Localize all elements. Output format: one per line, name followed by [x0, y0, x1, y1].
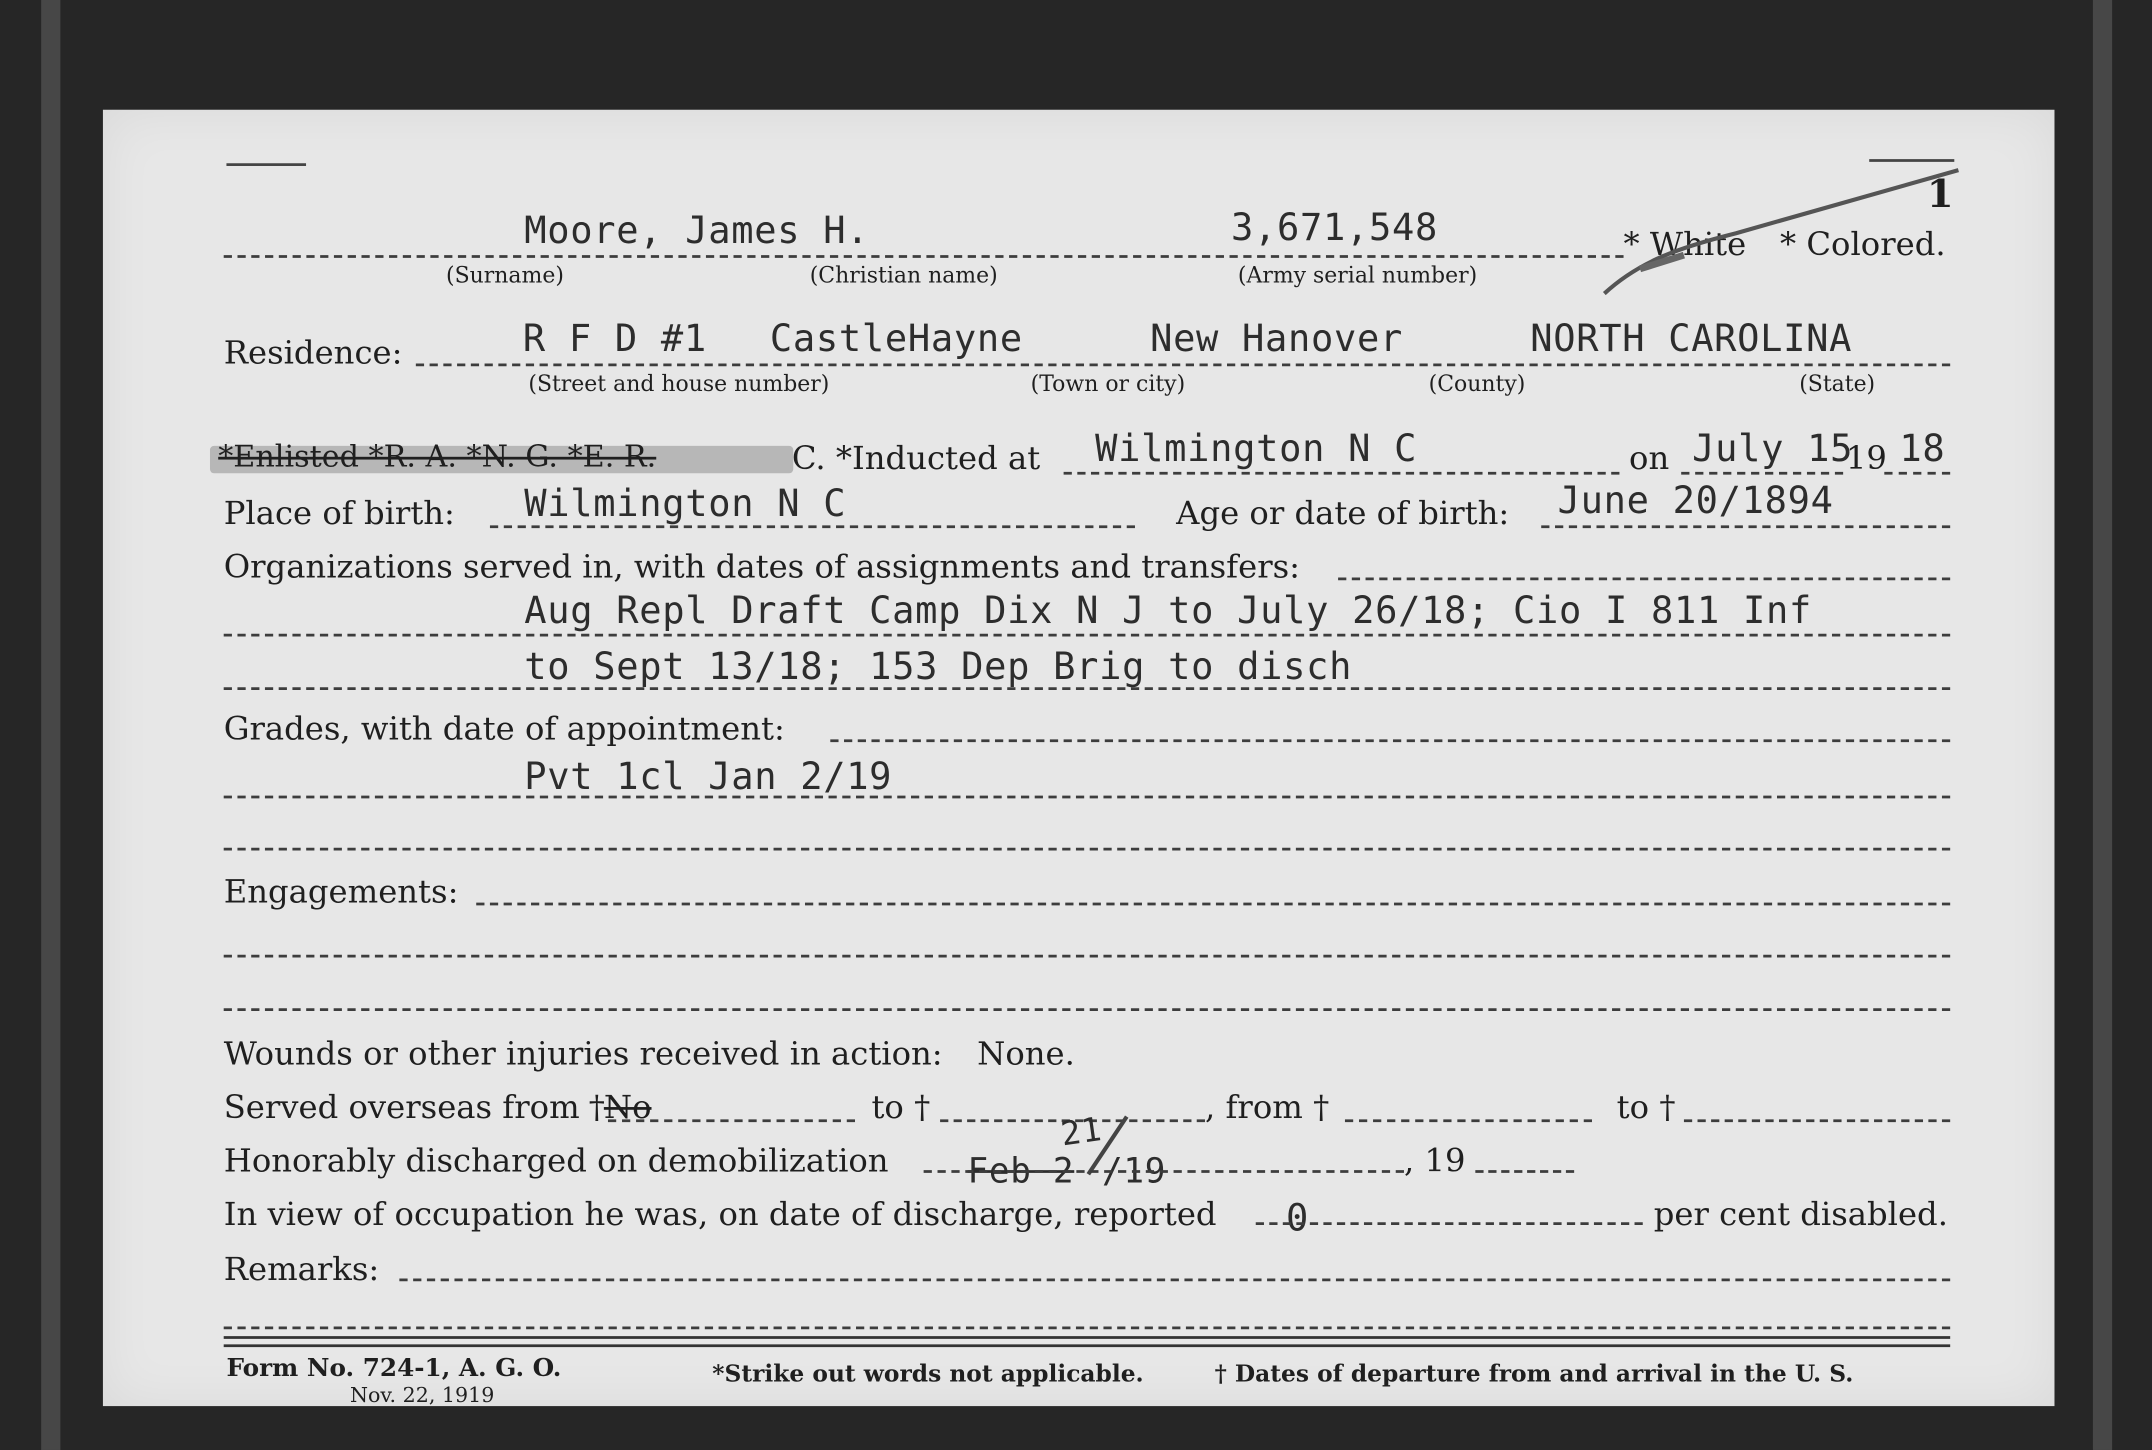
wounds-value: None. — [977, 1034, 1075, 1073]
grades-line-2 — [224, 848, 1950, 851]
residence-county: New Hanover — [1150, 318, 1404, 361]
place-of-birth: Wilmington N C — [524, 482, 847, 526]
footer-rule-top — [224, 1336, 1950, 1339]
overseas-label: Served overseas from — [223, 1087, 580, 1127]
overseas-to-label: to † — [871, 1087, 931, 1127]
residence-label: Residence: — [223, 333, 403, 372]
residence-street: R F D #1 — [522, 318, 707, 361]
serial-caption: (Army serial number) — [1237, 262, 1478, 289]
overseas-from2-label: , from † — [1204, 1087, 1330, 1127]
birthdate-line — [1541, 525, 1950, 528]
form-number: Form No. 724-1, A. G. O. — [226, 1353, 562, 1383]
town-caption: (Town or city) — [1030, 370, 1186, 397]
organizations-line-0 — [1338, 578, 1950, 581]
grades-line-0 — [830, 739, 1950, 742]
birthplace-line — [490, 525, 1135, 528]
race-colored: * Colored. — [1780, 224, 1946, 264]
disability-value: 0 — [1285, 1197, 1309, 1241]
christian-name-caption: (Christian name) — [809, 262, 998, 289]
disability-label: In view of occupation he was, on date of discharge, reported — [223, 1194, 1217, 1234]
engagements-label: Engagements: — [223, 872, 459, 911]
overseas-dagger: † — [588, 1087, 605, 1127]
engagements-line-2 — [224, 1008, 1950, 1011]
organizations-entry-1: Aug Repl Draft Camp Dix N J to July 26/18; Cio I 811 Inf — [524, 589, 1812, 633]
soldier-name: Moore, James H. — [524, 209, 870, 253]
enlistment-options-struck: *Enlisted *R. A. *N. G. *E. R. — [218, 440, 657, 475]
organizations-line-2 — [224, 687, 1950, 690]
grades-entry-1: Pvt 1cl Jan 2/19 — [524, 755, 893, 799]
remarks-line-1 — [224, 1327, 1950, 1330]
scan-edge-left — [41, 0, 60, 1450]
card-number: 1 — [1926, 171, 1954, 217]
overseas-from2-line — [1345, 1119, 1592, 1122]
overseas-to2-line — [1684, 1119, 1950, 1122]
residence-line — [416, 364, 1950, 367]
date-of-birth: June 20/1894 — [1557, 480, 1834, 523]
organizations-line-1 — [224, 634, 1950, 637]
street-caption: (Street and house number) — [528, 370, 830, 397]
organizations-label: Organizations served in, with dates of assignments and transfers: — [223, 547, 1301, 586]
army-serial-number: 3,671,548 — [1231, 207, 1439, 250]
induction-year-prefix: 19 — [1845, 438, 1887, 478]
induction-date: July 15 — [1692, 428, 1854, 471]
place-of-birth-label: Place of birth: — [223, 493, 455, 533]
race-strike-mark — [1599, 162, 1963, 299]
top-left-rule — [226, 163, 306, 166]
remarks-line-0 — [399, 1279, 1950, 1282]
discharge-year-prefix: , 19 — [1403, 1141, 1466, 1180]
date-of-birth-label: Age or date of birth: — [1176, 493, 1510, 533]
race-white: * White — [1623, 224, 1747, 264]
induction-year: 18 — [1899, 428, 1946, 471]
residence-state: NORTH CAROLINA — [1530, 318, 1853, 361]
strike-out-note: *Strike out words not applicable. — [712, 1360, 1144, 1389]
disability-suffix: per cent disabled. — [1653, 1194, 1948, 1234]
overseas-to2-label: to † — [1616, 1087, 1676, 1127]
engagements-line-1 — [224, 955, 1950, 958]
inducted-at-place: Wilmington N C — [1095, 428, 1418, 471]
engagements-line-0 — [476, 903, 1950, 906]
overseas-from-line — [608, 1119, 855, 1122]
organizations-entry-2: to Sept 13/18; 153 Dep Brig to disch — [524, 646, 1353, 689]
overseas-value: No — [603, 1087, 652, 1127]
discharge-date-struck: Feb 2 — [967, 1150, 1075, 1191]
wounds-label: Wounds or other injuries received in action: — [223, 1034, 943, 1073]
grades-label: Grades, with date of appointment: — [223, 709, 785, 748]
remarks-label: Remarks: — [223, 1249, 380, 1289]
name-line — [224, 255, 1624, 258]
state-caption: (State) — [1799, 370, 1876, 397]
on-label: on — [1629, 438, 1670, 478]
residence-town: CastleHayne — [769, 318, 1023, 361]
footer-rule-bottom — [224, 1344, 1950, 1347]
discharge-line — [924, 1170, 1404, 1173]
induction-date-line — [1681, 472, 1843, 475]
form-date: Nov. 22, 1919 — [349, 1382, 495, 1408]
disability-line — [1256, 1222, 1643, 1225]
dates-note: † Dates of departure from and arrival in the U. S. — [1214, 1360, 1854, 1389]
discharge-year-line — [1475, 1170, 1574, 1173]
inducted-at-label: C. *Inducted at — [791, 438, 1041, 478]
grades-line-1 — [224, 796, 1950, 799]
surname-caption: (Surname) — [446, 262, 564, 289]
induction-year-line — [1884, 472, 1950, 475]
discharge-date-suffix: /19 — [1102, 1150, 1167, 1191]
service-record-card — [103, 110, 2055, 1406]
inducted-line — [1064, 472, 1620, 475]
scan-edge-right — [2093, 0, 2112, 1450]
county-caption: (County) — [1428, 370, 1526, 397]
discharge-label: Honorably discharged on demobilization — [223, 1141, 889, 1180]
discharge-date-correction: 21 — [1058, 1109, 1105, 1154]
